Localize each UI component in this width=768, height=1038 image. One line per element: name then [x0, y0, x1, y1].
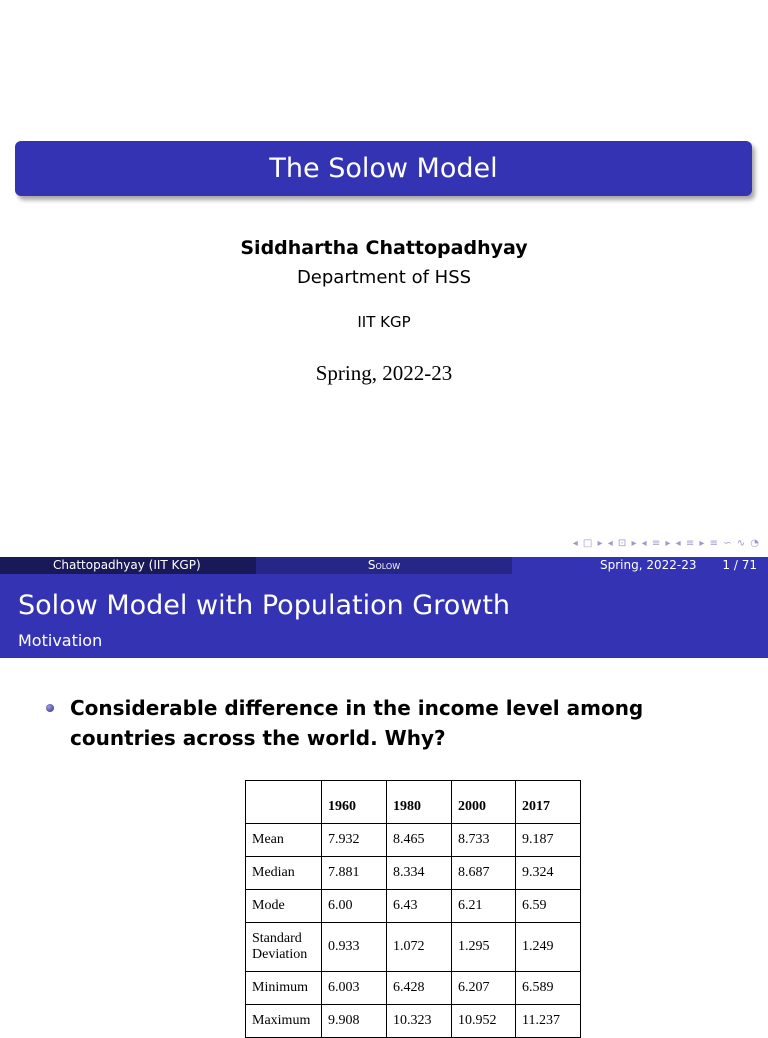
table-cell: 1.072 — [387, 923, 452, 972]
table-cell: 6.003 — [322, 972, 387, 1005]
table-cell: 8.687 — [452, 857, 516, 890]
table-cell: 7.881 — [322, 857, 387, 890]
presentation-title: The Solow Model — [269, 153, 498, 184]
table-header-row — [246, 781, 581, 824]
table-cell: 11.237 — [516, 1005, 581, 1038]
page-number: 1 / 71 — [722, 558, 757, 572]
frame-title-bar — [0, 574, 768, 658]
table-row — [246, 972, 581, 1005]
table-header-cell: 2017 — [516, 781, 581, 824]
department: Department of HSS — [296, 267, 472, 288]
row-label: Mean — [246, 824, 322, 857]
table-cell: 9.908 — [322, 1005, 387, 1038]
bullet-text: Considerable difference in the income level among countries across the world. Why? — [70, 696, 644, 750]
title-box — [15, 141, 752, 196]
income-statistics-table — [245, 780, 581, 1038]
table-row — [246, 824, 581, 857]
row-label: Standard Deviation — [246, 923, 322, 972]
bullet-icon — [46, 704, 54, 712]
table-cell: 10.323 — [387, 1005, 452, 1038]
footline-right — [512, 557, 768, 574]
table-cell: 6.43 — [387, 890, 452, 923]
table-cell: 6.207 — [452, 972, 516, 1005]
table-row — [246, 923, 581, 972]
table-row — [246, 1005, 581, 1038]
institution: IIT KGP — [357, 313, 411, 331]
table-cell: 10.952 — [452, 1005, 516, 1038]
table-cell: 6.589 — [516, 972, 581, 1005]
table-cell: 1.249 — [516, 923, 581, 972]
frame-title: Solow Model with Population Growth — [18, 590, 511, 621]
table-cell: 8.334 — [387, 857, 452, 890]
row-label: Mode — [246, 890, 322, 923]
footline-date: Spring, 2022-23 — [600, 558, 697, 572]
table-header-cell: 1980 — [387, 781, 452, 824]
presentation-date: Spring, 2022-23 — [315, 361, 453, 385]
row-label: Minimum — [246, 972, 322, 1005]
frame-subtitle: Motivation — [18, 631, 103, 650]
table-cell: 6.21 — [452, 890, 516, 923]
author-name: Siddhartha Chattopadhyay — [240, 237, 528, 259]
row-label: Median — [246, 857, 322, 890]
table-cell: 6.59 — [516, 890, 581, 923]
table-cell: 9.187 — [516, 824, 581, 857]
table-header-cell: 1960 — [322, 781, 387, 824]
footline-center: Solow — [256, 557, 512, 574]
table-cell: 6.00 — [322, 890, 387, 923]
footline-author: Chattopadhyay (IIT KGP) — [53, 558, 201, 572]
table-cell: 1.295 — [452, 923, 516, 972]
table-header-cell — [246, 781, 322, 824]
table-row — [246, 890, 581, 923]
table-cell: 7.932 — [322, 824, 387, 857]
table-cell: 6.428 — [387, 972, 452, 1005]
table-cell: 9.324 — [516, 857, 581, 890]
table-row — [246, 857, 581, 890]
table-cell: 8.733 — [452, 824, 516, 857]
table-cell: 8.465 — [387, 824, 452, 857]
beamer-navigation-icons[interactable]: ◂ □ ▸ ◂ ⊡ ▸ ◂ ≡ ▸ ◂ ≡ ▸ ≡ ∽ ∿ ◔ — [572, 538, 760, 549]
table-header-cell: 2000 — [452, 781, 516, 824]
table-cell: 0.933 — [322, 923, 387, 972]
footline-left — [0, 557, 256, 574]
row-label: Maximum — [246, 1005, 322, 1038]
footline — [0, 557, 768, 574]
